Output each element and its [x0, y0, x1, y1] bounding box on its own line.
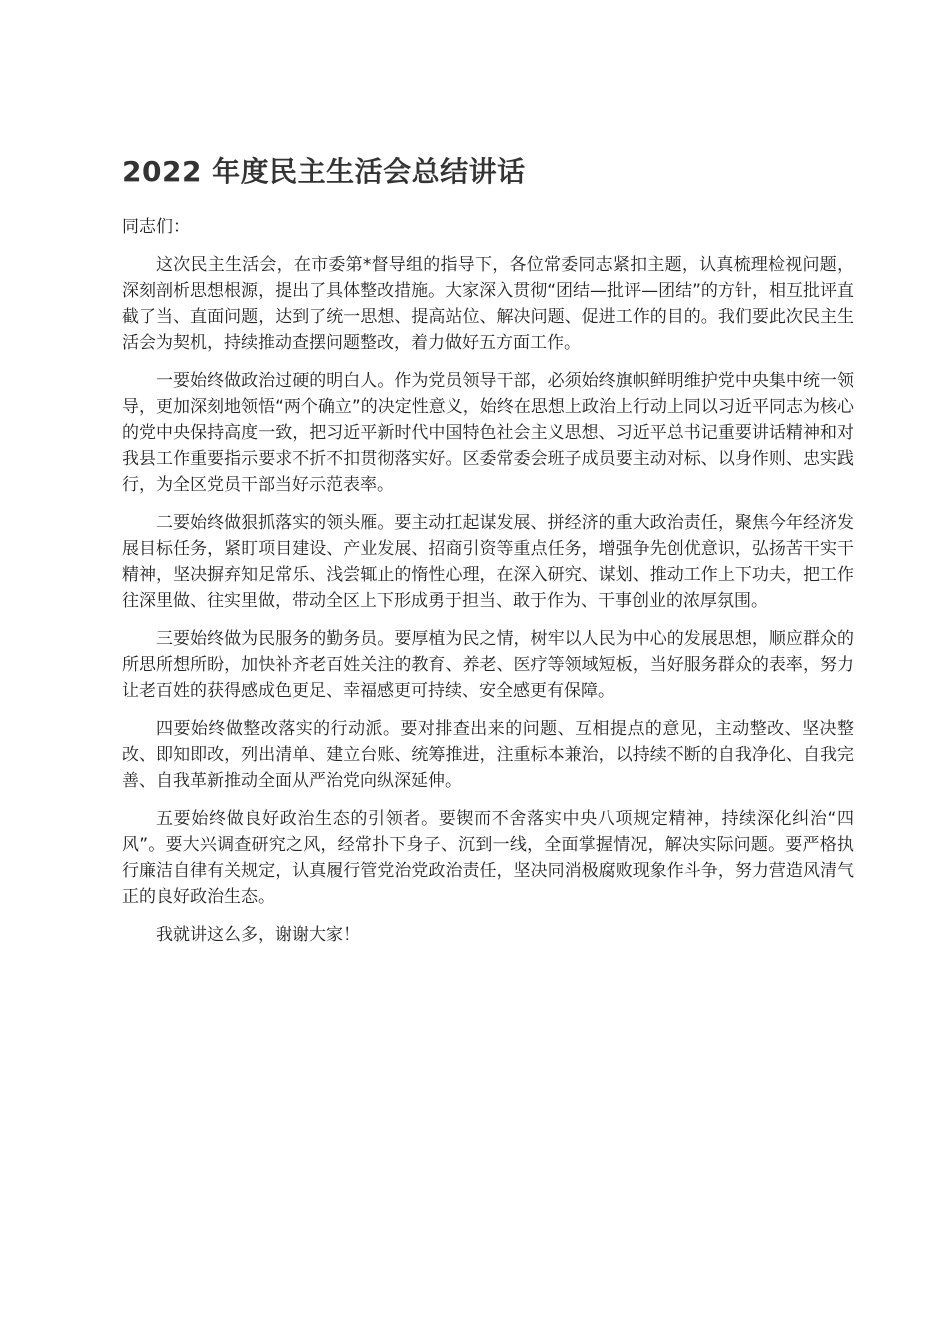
paragraph-point-2: 二要始终做狠抓落实的领头雁。要主动扛起谋发展、拼经济的重大政治责任，聚焦今年经济发展目标任务，紧盯项目建设、产业发展、招商引资等重点任务，增强争先创优意识，弘扬苦干实干精神，坚决摒弃知足常乐、浅尝辄止的惰性心理，在深入研究、谋划、推动工作上下功夫，把工作往深里做、往实里做，带动全区上下形成勇于担当、敢于作为、干事创业的浓厚氛围。 [122, 513, 854, 611]
document-body [122, 152, 854, 960]
salutation: 同志们： [122, 217, 190, 237]
document-title: 2022 年度民主生活会总结讲话 [122, 155, 526, 188]
paragraph-intro: 这次民主生活会，在市委第*督导组的指导下，各位常委同志紧扣主题，认真梳理检视问题，深刻剖析思想根源，提出了具体整改措施。大家深入贯彻“团结—批评—团结”的方针，相互批评直截了当、直面问题，达到了统一思想、提高站位、解决问题、促进工作的目的。我们要此次民主生活会为契机，持续推动查摆问题整改，着力做好五方面工作。 [122, 255, 854, 353]
paragraph-point-5: 五要始终做良好政治生态的引领者。要锲而不舍落实中央八项规定精神，持续深化纠治“四风”。要大兴调查研究之风，经常扑下身子、沉到一线，全面掌握情况，解决实际问题。要严格执行廉洁自律有关规定，认真履行管党治党政治责任，坚决同消极腐败现象作斗争，努力营造风清气正的良好政治生态。 [122, 809, 854, 907]
paragraph-point-4: 四要始终做整改落实的行动派。要对排查出来的问题、互相提点的意见，主动整改、坚决整改、即知即改，列出清单、建立台账、统筹推进，注重标本兼治，以持续不断的自我净化、自我完善、自我革新推动全面从严治党向纵深延伸。 [122, 719, 854, 791]
paragraph-point-1: 一要始终做政治过硬的明白人。作为党员领导干部，必须始终旗帜鲜明维护党中央集中统一领导，更加深刻地领悟“两个确立”的决定性意义，始终在思想上政治上行动上同以习近平同志为核心的党中央保持高度一致，把习近平新时代中国特色社会主义思想、习近平总书记重要讲话精神和对我县工作重要指示要求不折不扣贯彻落实好。区委常委会班子成员要主动对标、以身作则、忠实践行，为全区党员干部当好示范表率。 [122, 371, 854, 495]
paragraph-closing: 我就讲这么多，谢谢大家！ [156, 925, 360, 945]
paragraph-point-3: 三要始终做为民服务的勤务员。要厚植为民之情，树牢以人民为中心的发展思想，顺应群众的所思所想所盼，加快补齐老百姓关注的教育、养老、医疗等领域短板，当好服务群众的表率，努力让老百姓的获得感成色更足、幸福感更可持续、安全感更有保障。 [122, 629, 854, 701]
